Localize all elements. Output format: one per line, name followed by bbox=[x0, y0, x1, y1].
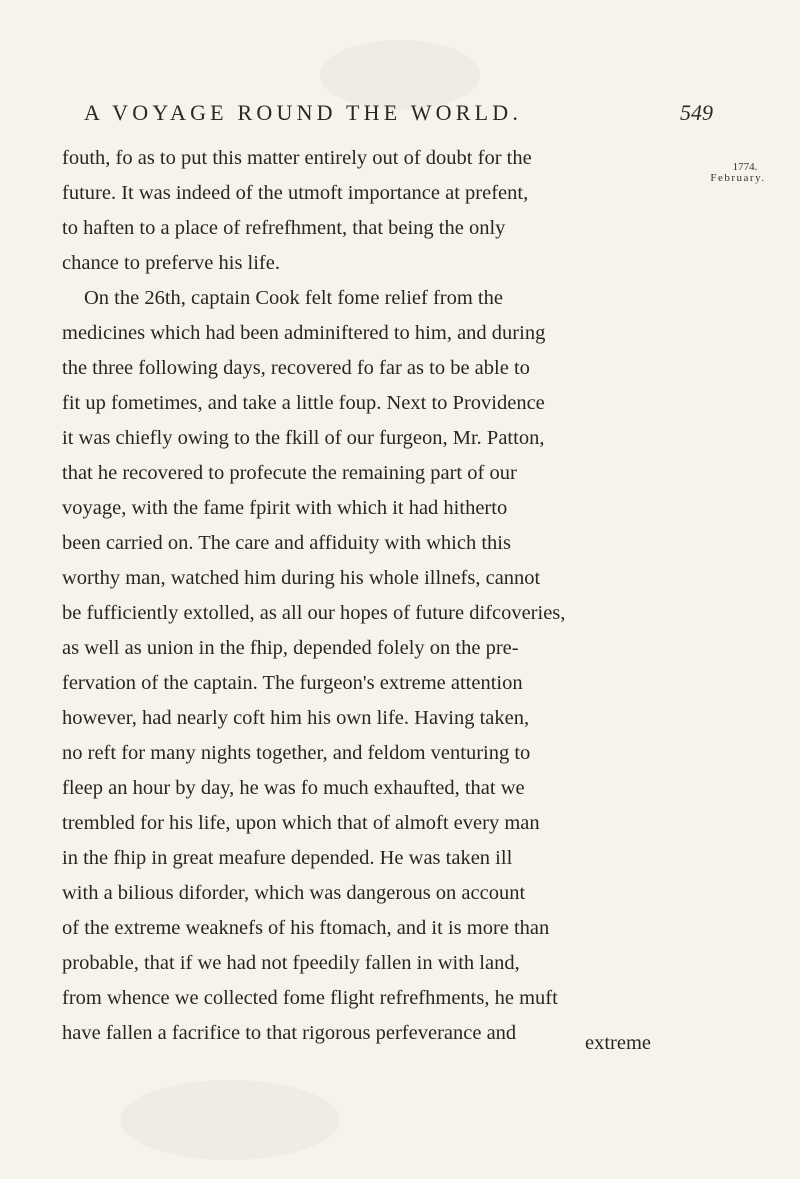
text-line: the three following days, recovered fo far as to be able to bbox=[62, 357, 530, 379]
page-number: 549 bbox=[680, 100, 713, 125]
text-line: worthy man, watched him during his whole illnefs, cannot bbox=[62, 567, 541, 589]
margin-note-year: 1774. bbox=[732, 161, 758, 173]
running-title: A VOYAGE ROUND THE WORLD. bbox=[84, 100, 523, 125]
text-line: been carried on. The care and affiduity with which this bbox=[62, 532, 511, 554]
text-line: from whence we collected fome flight refrefhments, he muft bbox=[62, 987, 558, 1009]
text-line: as well as union in the fhip, depended folely on the pre- bbox=[62, 637, 519, 659]
margin-note bbox=[695, 162, 795, 184]
text-line: it was chiefly owing to the fkill of our furgeon, Mr. Patton, bbox=[62, 427, 545, 449]
text-line: however, had nearly coft him his own life. Having taken, bbox=[62, 707, 530, 729]
text-line: chance to preferve his life. bbox=[62, 252, 280, 274]
text-line: have fallen a facrifice to that rigorous perfeverance and bbox=[62, 1022, 517, 1044]
text-line: no reft for many nights together, and feldom venturing to bbox=[62, 742, 531, 764]
text-line: of the extreme weaknefs of his ftomach, and it is more than bbox=[62, 917, 550, 939]
margin-note-month: February. bbox=[710, 172, 766, 184]
text-line: On the 26th, captain Cook felt fome relief from the bbox=[84, 287, 503, 309]
text-line: to haften to a place of refrefhment, that being the only bbox=[62, 217, 506, 239]
text-line: voyage, with the fame fpirit with which it had hitherto bbox=[62, 497, 508, 519]
paper-stain bbox=[120, 1080, 340, 1160]
text-line: medicines which had been adminiftered to him, and during bbox=[62, 322, 546, 344]
text-line: trembled for his life, upon which that of almoft every man bbox=[62, 812, 540, 834]
text-line: fit up fometimes, and take a little foup. Next to Providence bbox=[62, 392, 545, 414]
text-line: with a bilious diforder, which was dangerous on account bbox=[62, 882, 526, 904]
text-line: probable, that if we had not fpeedily fallen in with land, bbox=[62, 952, 520, 974]
text-line: fouth, fo as to put this matter entirely out of doubt for the bbox=[62, 147, 532, 169]
text-line: fleep an hour by day, he was fo much exhaufted, that we bbox=[62, 777, 525, 799]
text-line: fervation of the captain. The furgeon's extreme attention bbox=[62, 672, 523, 694]
text-line: future. It was indeed of the utmoft importance at prefent, bbox=[62, 182, 529, 204]
text-line: be fufficiently extolled, as all our hopes of future difcoveries, bbox=[62, 602, 566, 624]
catchword: extreme bbox=[585, 1032, 652, 1054]
text-line: that he recovered to profecute the remaining part of our bbox=[62, 462, 517, 484]
text-line: in the fhip in great meafure depended. He was taken ill bbox=[62, 847, 513, 869]
